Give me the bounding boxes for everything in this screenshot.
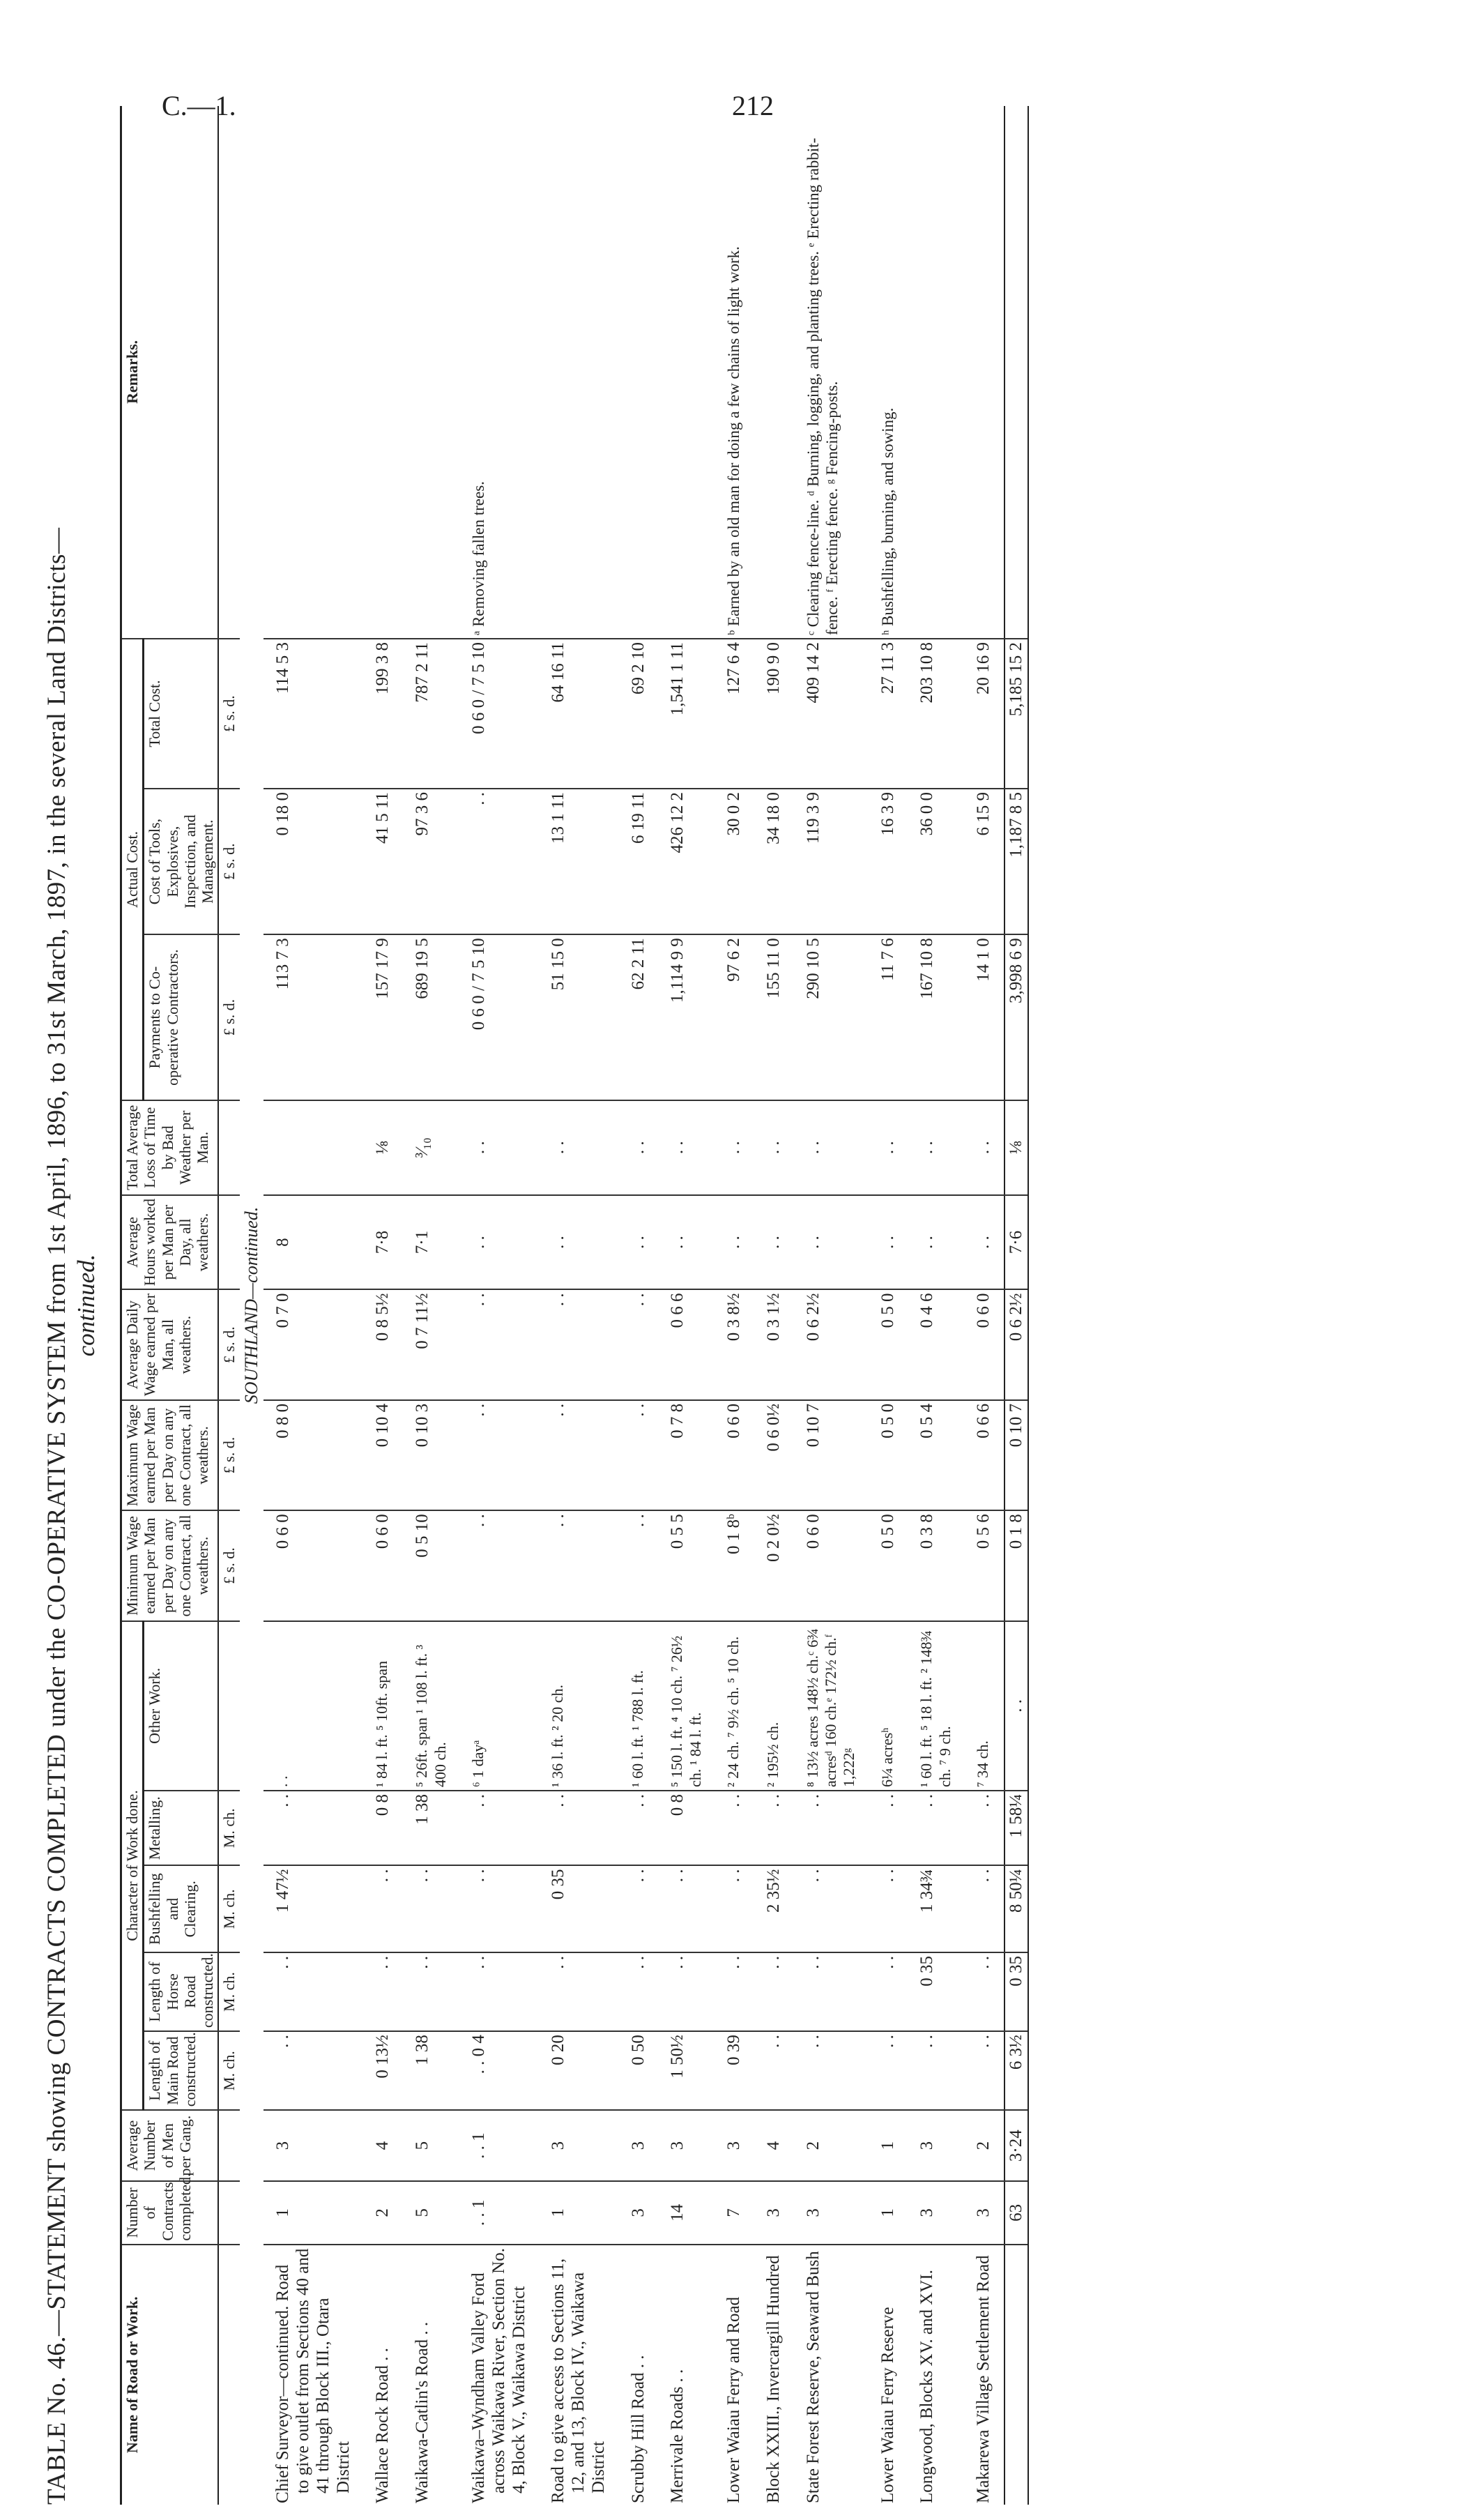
cell-main-road: 0 13½ — [363, 2031, 403, 2110]
cell-remarks — [754, 106, 794, 639]
cell-avg-hours: . . — [754, 1195, 794, 1290]
cell-time-lost: . . — [794, 1100, 869, 1195]
table-row — [539, 106, 618, 2505]
cell-main-road: 1 38 — [403, 2031, 459, 2110]
cell-min-wage: 0 6 0 — [263, 1510, 363, 1620]
cell-payments: 155 11 0 — [754, 934, 794, 1100]
cell-metalling: 1 38 — [403, 1791, 459, 1865]
cell-main-road: 0 39 — [715, 2031, 754, 2110]
cell-avg-hours: . . — [869, 1195, 908, 1290]
total-min: 0 1 8 — [1004, 1510, 1028, 1620]
cell-name: Makarewa Village Settlement Road — [974, 2255, 993, 2503]
cell-avg-hours: . . — [964, 1195, 1004, 1290]
cell-other-work: 6¼ acresʰ — [869, 1621, 908, 1791]
header-row — [121, 106, 144, 2505]
cell-tools: 119 3 9 — [794, 789, 869, 934]
cell-remarks: ʰ Bushfelling, burning, and sowing. — [869, 106, 908, 639]
cell-horse-road: . . — [754, 1952, 794, 2031]
cell-avg-wage: 0 4 6 — [908, 1289, 964, 1399]
total-other: . . — [1004, 1621, 1028, 1791]
cell-bushfelling: . . — [403, 1866, 459, 1952]
cell-men: 4 — [754, 2110, 794, 2181]
cell-other-work: ² 195½ ch. — [754, 1621, 794, 1791]
totals-row — [1004, 106, 1028, 2505]
cell-max-wage: 0 10 3 — [403, 1400, 459, 1510]
cell-time-lost: . . — [658, 1100, 715, 1195]
cell-avg-wage: 0 6 0 — [964, 1289, 1004, 1399]
cell-men: 1 — [869, 2110, 908, 2181]
cell-metalling: 0 8 — [363, 1791, 403, 1865]
cell-total-cost: 64 16 11 — [539, 639, 618, 789]
cell-avg-wage: 0 6 6 — [658, 1289, 715, 1399]
cell-main-road: . . — [754, 2031, 794, 2110]
table-row — [263, 106, 363, 2505]
cell-horse-road: . . — [459, 1952, 539, 2031]
table-row — [658, 106, 715, 2505]
cell-bushfelling: . . — [964, 1866, 1004, 1952]
cell-payments: 113 7 3 — [263, 934, 363, 1100]
col-max-wage: Maximum Wage earned per Man per Day on any one Contract, all weathers. — [121, 1400, 219, 1510]
cell-time-lost: ⅛ — [363, 1100, 403, 1195]
cell-men: 3 — [908, 2110, 964, 2181]
cell-metalling: . . — [794, 1791, 869, 1865]
unit-metal: M. ch. — [218, 1791, 240, 1865]
cell-main-road: . . — [794, 2031, 869, 2110]
unit-total: £ s. d. — [218, 639, 240, 789]
cell-min-wage: 0 1 8ᵇ — [715, 1510, 754, 1620]
cell-min-wage: 0 5 10 — [403, 1510, 459, 1620]
cell-other-work: ¹ 36 l. ft. ² 20 ch. — [539, 1621, 618, 1791]
cell-contracts: 2 — [363, 2181, 403, 2245]
cell-avg-wage: 0 7 0 — [263, 1289, 363, 1399]
cell-contracts: 3 — [619, 2181, 659, 2245]
cell-tools: . . — [459, 789, 539, 934]
cell-men: 3 — [619, 2110, 659, 2181]
cell-metalling: . . — [263, 1791, 363, 1865]
table-row — [363, 106, 403, 2505]
cell-main-road: . . 0 4 — [459, 2031, 539, 2110]
cell-metalling: . . — [459, 1791, 539, 1865]
total-contracts: 63 — [1004, 2181, 1028, 2245]
unit-tools: £ s. d. — [218, 789, 240, 934]
cell-remarks: ᶜ Clearing fence-line. ᵈ Burning, logging, and planting trees. ᵉ Erecting rabbit-fence. ᶠ Erecting fence. ᵍ Fencing-posts. — [794, 106, 869, 639]
cell-time-lost: ³⁄₁₀ — [403, 1100, 459, 1195]
cell-metalling: . . — [619, 1791, 659, 1865]
cell-other-work: ¹ 60 l. ft. ⁵ 18 l. ft. ² 148¾ ch. ⁷ 9 ch. — [908, 1621, 964, 1791]
cell-contracts: 3 — [794, 2181, 869, 2245]
cell-main-road: 1 50½ — [658, 2031, 715, 2110]
cell-contracts: . . 1 — [459, 2181, 539, 2245]
cell-min-wage: 0 2 0½ — [754, 1510, 794, 1620]
cell-avg-wage: 0 3 8½ — [715, 1289, 754, 1399]
cell-tools: 34 18 0 — [754, 789, 794, 934]
cell-payments: 689 19 5 — [403, 934, 459, 1100]
cell-time-lost: . . — [869, 1100, 908, 1195]
cell-other-work: ⁵ 150 l. ft. ⁴ 10 ch. ⁷ 26½ ch. ¹ 84 l. ft. — [658, 1621, 715, 1791]
cell-payments: 97 6 2 — [715, 934, 754, 1100]
total-bush: 8 50¼ — [1004, 1866, 1028, 1952]
unit-avg: £ s. d. — [218, 1289, 240, 1399]
unit-main: M. ch. — [218, 2031, 240, 2110]
cell-total-cost: 203 10 8 — [908, 639, 964, 789]
cell-remarks — [403, 106, 459, 639]
total-hours: 7·6 — [1004, 1195, 1028, 1290]
cell-name: State Forest Reserve, Seaward Bush — [803, 2251, 823, 2503]
cell-time-lost — [263, 1100, 363, 1195]
table-body — [263, 106, 1004, 2505]
unit-horse: M. ch. — [218, 1952, 240, 2031]
col-min-wage: Minimum Wage earned per Man per Day on any one Contract, all weathers. — [121, 1510, 219, 1620]
cell-horse-road: . . — [263, 1952, 363, 2031]
total-remarks — [1004, 106, 1028, 639]
cell-metalling: 0 8 — [658, 1791, 715, 1865]
total-total: 5,185 15 2 — [1004, 639, 1028, 789]
total-metal: 1 58¼ — [1004, 1791, 1028, 1865]
cell-name: Longwood, Blocks XV. and XVI. — [917, 2270, 937, 2503]
cell-bushfelling: 1 34¾ — [908, 1866, 964, 1952]
cell-men: 3 — [715, 2110, 754, 2181]
unit-min: £ s. d. — [218, 1510, 240, 1620]
cell-contracts: 5 — [403, 2181, 459, 2245]
cell-men: 5 — [403, 2110, 459, 2181]
cell-total-cost: 199 3 8 — [363, 639, 403, 789]
cell-men: 3 — [539, 2110, 618, 2181]
cell-men: 3 — [658, 2110, 715, 2181]
col-remarks: Remarks. — [121, 106, 219, 639]
cell-total-cost: 409 14 2 — [794, 639, 869, 789]
cell-bushfelling: 2 35½ — [754, 1866, 794, 1952]
col-main-road: Length of Main Road constructed. — [144, 2031, 219, 2110]
table-row — [794, 106, 869, 2505]
rotated-table-page — [36, 106, 1430, 2505]
cell-men: 2 — [964, 2110, 1004, 2181]
cell-max-wage: 0 5 4 — [908, 1400, 964, 1510]
cell-main-road: . . — [869, 2031, 908, 2110]
cell-other-work: ⁷ 34 ch. — [964, 1621, 1004, 1791]
cell-contracts: 1 — [869, 2181, 908, 2245]
section-label: SOUTHLAND—continued. — [241, 1206, 262, 1404]
cell-time-lost: . . — [539, 1100, 618, 1195]
cell-total-cost: 190 9 0 — [754, 639, 794, 789]
cell-horse-road: . . — [539, 1952, 618, 2031]
cell-other-work: ² 24 ch. ⁷ 9½ ch. ⁵ 10 ch. — [715, 1621, 754, 1791]
cell-total-cost: 0 6 0 / 7 5 10 — [459, 639, 539, 789]
cell-total-cost: 114 5 3 — [263, 639, 363, 789]
cell-total-cost: 20 16 9 — [964, 639, 1004, 789]
cell-payments: 14 1 0 — [964, 934, 1004, 1100]
cell-payments: 290 10 5 — [794, 934, 869, 1100]
cell-contracts: 3 — [908, 2181, 964, 2245]
cell-name: Waikawa–Wyndham Valley Ford across Waikawa River, Section No. 4, Block V., Waikawa District — [469, 2248, 528, 2503]
cell-max-wage: 0 8 0 — [263, 1400, 363, 1510]
cell-tools: 426 12 2 — [658, 789, 715, 934]
cell-time-lost: . . — [619, 1100, 659, 1195]
cell-tools: 6 19 11 — [619, 789, 659, 934]
cell-avg-hours: 8 — [263, 1195, 363, 1290]
col-group-cost: Actual Cost. — [121, 639, 144, 1100]
col-bushfelling: Bushfelling and Clearing. — [144, 1866, 219, 1952]
cell-bushfelling: 0 35 — [539, 1866, 618, 1952]
cell-metalling: . . — [715, 1791, 754, 1865]
cell-remarks — [619, 106, 659, 639]
cell-time-lost: . . — [754, 1100, 794, 1195]
total-avg: 0 6 2½ — [1004, 1289, 1028, 1399]
cell-avg-wage: . . — [539, 1289, 618, 1399]
col-avg-men: Average Number of Men per Gang. — [121, 2110, 219, 2181]
cell-avg-hours: . . — [459, 1195, 539, 1290]
cell-max-wage: 0 6 0½ — [754, 1400, 794, 1510]
cell-payments: 167 10 8 — [908, 934, 964, 1100]
cell-main-road: . . — [964, 2031, 1004, 2110]
cell-tools: 13 1 11 — [539, 789, 618, 934]
page-number: 212 — [732, 90, 774, 121]
cell-total-cost: 127 6 4 — [715, 639, 754, 789]
cell-name: Chief Surveyor—continued. Road to give outlet from Sections 40 and 41 through Block III., Otara District — [273, 2248, 353, 2503]
total-tools: 1,187 8 5 — [1004, 789, 1028, 934]
cell-horse-road: . . — [658, 1952, 715, 2031]
total-pay: 3,998 6 9 — [1004, 934, 1028, 1100]
cell-max-wage: 0 6 6 — [964, 1400, 1004, 1510]
cell-remarks — [658, 106, 715, 639]
cell-other-work: ⁵ 26ft. span ¹ 108 l. ft. ³ 400 ch. — [403, 1621, 459, 1791]
cell-remarks — [964, 106, 1004, 639]
cell-men: . . 1 — [459, 2110, 539, 2181]
table-row — [964, 106, 1004, 2505]
cell-payments: 157 17 9 — [363, 934, 403, 1100]
cell-payments: 0 6 0 / 7 5 10 — [459, 934, 539, 1100]
cell-bushfelling: . . — [794, 1866, 869, 1952]
cell-max-wage: . . — [459, 1400, 539, 1510]
cell-name: Road to give access to Sections 11, 12, and 13, Block IV., Waikawa District — [549, 2258, 608, 2503]
cell-time-lost: . . — [459, 1100, 539, 1195]
col-time-lost: Total Average Loss of Time by Bad Weather per Man. — [121, 1100, 219, 1195]
cell-tools: 97 3 6 — [403, 789, 459, 934]
cell-remarks — [908, 106, 964, 639]
cell-min-wage: . . — [619, 1510, 659, 1620]
cell-min-wage: 0 6 0 — [794, 1510, 869, 1620]
cell-payments: 1,114 9 9 — [658, 934, 715, 1100]
cell-min-wage: 0 5 6 — [964, 1510, 1004, 1620]
cell-horse-road: . . — [715, 1952, 754, 2031]
cell-other-work: ¹ 84 l. ft. ⁵ 10ft. span — [363, 1621, 403, 1791]
cell-avg-wage: 0 3 1½ — [754, 1289, 794, 1399]
section-row — [240, 106, 263, 2505]
col-total-cost: Total Cost. — [144, 639, 219, 789]
cell-avg-hours: . . — [715, 1195, 754, 1290]
cell-bushfelling: . . — [715, 1866, 754, 1952]
cell-payments: 11 7 6 — [869, 934, 908, 1100]
cell-contracts: 3 — [964, 2181, 1004, 2245]
col-avg-wage: Average Daily Wage earned per Man, all weathers. — [121, 1289, 219, 1399]
table-row — [869, 106, 908, 2505]
cell-name: Block XXIII., Invercargill Hundred — [763, 2255, 783, 2503]
cell-contracts: 3 — [754, 2181, 794, 2245]
cell-metalling: . . — [964, 1791, 1004, 1865]
cell-avg-hours: . . — [539, 1195, 618, 1290]
cell-main-road: 0 50 — [619, 2031, 659, 2110]
cell-min-wage: 0 5 0 — [869, 1510, 908, 1620]
cell-name: Merrivale Roads . . — [668, 2369, 687, 2503]
total-main: 6 3½ — [1004, 2031, 1028, 2110]
cell-tools: 16 3 9 — [869, 789, 908, 934]
cell-tools: 36 0 0 — [908, 789, 964, 934]
total-horse: 0 35 — [1004, 1952, 1028, 2031]
col-group-character: Character of Work done. — [121, 1621, 144, 2111]
unit-max: £ s. d. — [218, 1400, 240, 1510]
cell-main-road: . . — [263, 2031, 363, 2110]
cell-max-wage: 0 10 7 — [794, 1400, 869, 1510]
cell-tools: 6 15 9 — [964, 789, 1004, 934]
cell-bushfelling: . . — [459, 1866, 539, 1952]
table-row — [908, 106, 964, 2505]
cell-men: 3 — [263, 2110, 363, 2181]
cell-max-wage: 0 7 8 — [658, 1400, 715, 1510]
total-lost: ⅛ — [1004, 1100, 1028, 1195]
cell-min-wage: 0 3 8 — [908, 1510, 964, 1620]
totals-label — [1004, 2245, 1028, 2505]
col-payments: Payments to Co-operative Contractors. — [144, 934, 219, 1100]
cell-men: 4 — [363, 2110, 403, 2181]
cell-min-wage: . . — [539, 1510, 618, 1620]
cell-contracts: 7 — [715, 2181, 754, 2245]
cell-name: Wallace Rock Road . . — [373, 2348, 392, 2503]
cell-metalling: . . — [754, 1791, 794, 1865]
cell-metalling: . . — [869, 1791, 908, 1865]
cell-max-wage: 0 5 0 — [869, 1400, 908, 1510]
cell-name: Waikawa-Catlin's Road . . — [413, 2321, 432, 2503]
cell-tools: 41 5 11 — [363, 789, 403, 934]
cell-bushfelling: 1 47½ — [263, 1866, 363, 1952]
cell-name: Lower Waiau Ferry Reserve — [878, 2307, 897, 2503]
cell-horse-road: . . — [869, 1952, 908, 2031]
cell-remarks — [539, 106, 618, 639]
col-horse-road: Length of Horse Road constructed. — [144, 1952, 219, 2031]
cell-max-wage: . . — [619, 1400, 659, 1510]
cell-other-work: ⁸ 13½ acres 148½ ch.ᶜ 6¾ acresᵈ 160 ch.ᵉ 172½ ch.ᶠ 1,222ᵍ — [794, 1621, 869, 1791]
cell-horse-road: . . — [363, 1952, 403, 2031]
cell-bushfelling: . . — [869, 1866, 908, 1952]
table-row — [754, 106, 794, 2505]
cell-name: Scrubby Hill Road . . — [628, 2355, 648, 2503]
cell-name: Lower Waiau Ferry and Road — [724, 2296, 744, 2503]
cell-total-cost: 1,541 1 11 — [658, 639, 715, 789]
cell-time-lost: . . — [964, 1100, 1004, 1195]
col-contracts: Number of Contracts completed. — [121, 2181, 219, 2245]
cell-total-cost: 27 11 3 — [869, 639, 908, 789]
cell-avg-hours: . . — [658, 1195, 715, 1290]
cell-total-cost: 787 2 11 — [403, 639, 459, 789]
cell-avg-hours: . . — [908, 1195, 964, 1290]
cell-payments: 51 15 0 — [539, 934, 618, 1100]
cell-contracts: 1 — [539, 2181, 618, 2245]
units-row — [218, 106, 240, 2505]
col-metalling: Metalling. — [144, 1791, 219, 1865]
cell-min-wage: 0 6 0 — [363, 1510, 403, 1620]
cell-max-wage: 0 6 0 — [715, 1400, 754, 1510]
unit-pay: £ s. d. — [218, 934, 240, 1100]
cell-contracts: 14 — [658, 2181, 715, 2245]
cell-avg-wage: . . — [459, 1289, 539, 1399]
cell-avg-wage: 0 6 2½ — [794, 1289, 869, 1399]
table-row — [403, 106, 459, 2505]
cell-avg-hours: 7·1 — [403, 1195, 459, 1290]
cell-avg-hours: 7·8 — [363, 1195, 403, 1290]
cell-min-wage: . . — [459, 1510, 539, 1620]
cell-bushfelling: . . — [363, 1866, 403, 1952]
cell-min-wage: 0 5 5 — [658, 1510, 715, 1620]
total-max: 0 10 7 — [1004, 1400, 1028, 1510]
total-men: 3·24 — [1004, 2110, 1028, 2181]
cell-tools: 30 0 2 — [715, 789, 754, 934]
cell-remarks — [263, 106, 363, 639]
table-title: TABLE No. 46.—STATEMENT showing CONTRACTS COMPLETED under the CO-OPERATIVE SYSTEM from 1st April, 1896, to 31st March, 1897, in the several Land Districts— — [43, 527, 71, 2505]
cell-bushfelling: . . — [658, 1866, 715, 1952]
cell-payments: 62 2 11 — [619, 934, 659, 1100]
col-name: Name of Road or Work. — [123, 2296, 141, 2454]
cell-metalling: . . — [908, 1791, 964, 1865]
col-avg-hours: Average Hours worked per Man per Day, all weathers. — [121, 1195, 219, 1290]
cell-horse-road: . . — [794, 1952, 869, 2031]
cell-other-work: ¹ 60 l. ft. ¹ 788 l. ft. — [619, 1621, 659, 1791]
col-tools: Cost of Tools, Explosives, Inspection, and Management. — [144, 789, 219, 934]
cell-time-lost: . . — [715, 1100, 754, 1195]
cell-total-cost: 69 2 10 — [619, 639, 659, 789]
cell-contracts: 1 — [263, 2181, 363, 2245]
cell-remarks: ᵃ Removing fallen trees. — [459, 106, 539, 639]
statement-table — [120, 106, 1029, 2505]
cell-horse-road: . . — [619, 1952, 659, 2031]
cell-horse-road: 0 35 — [908, 1952, 964, 2031]
table-row — [459, 106, 539, 2505]
col-other-work: Other Work. — [144, 1621, 219, 1791]
cell-main-road: 0 20 — [539, 2031, 618, 2110]
cell-metalling: . . — [539, 1791, 618, 1865]
cell-bushfelling: . . — [619, 1866, 659, 1952]
cell-avg-wage: 0 7 11½ — [403, 1289, 459, 1399]
cell-horse-road: . . — [403, 1952, 459, 2031]
table-subtitle: continued. — [72, 1254, 100, 1357]
table-row — [715, 106, 754, 2505]
cell-men: 2 — [794, 2110, 869, 2181]
cell-avg-wage: 0 8 5½ — [363, 1289, 403, 1399]
cell-avg-hours: . . — [619, 1195, 659, 1290]
cell-horse-road: . . — [964, 1952, 1004, 2031]
cell-avg-wage: . . — [619, 1289, 659, 1399]
cell-other-work: . . — [263, 1621, 363, 1791]
cell-max-wage: . . — [539, 1400, 618, 1510]
cell-remarks — [363, 106, 403, 639]
cell-max-wage: 0 10 4 — [363, 1400, 403, 1510]
cell-other-work: ⁶ 1 dayᵃ — [459, 1621, 539, 1791]
cell-tools: 0 18 0 — [263, 789, 363, 934]
table-row — [619, 106, 659, 2505]
cell-time-lost: . . — [908, 1100, 964, 1195]
unit-bush: M. ch. — [218, 1866, 240, 1952]
document-reference: C.—1. — [162, 90, 236, 121]
cell-remarks: ᵇ Earned by an old man for doing a few chains of light work. — [715, 106, 754, 639]
cell-avg-wage: 0 5 0 — [869, 1289, 908, 1399]
cell-avg-hours: . . — [794, 1195, 869, 1290]
cell-main-road: . . — [908, 2031, 964, 2110]
